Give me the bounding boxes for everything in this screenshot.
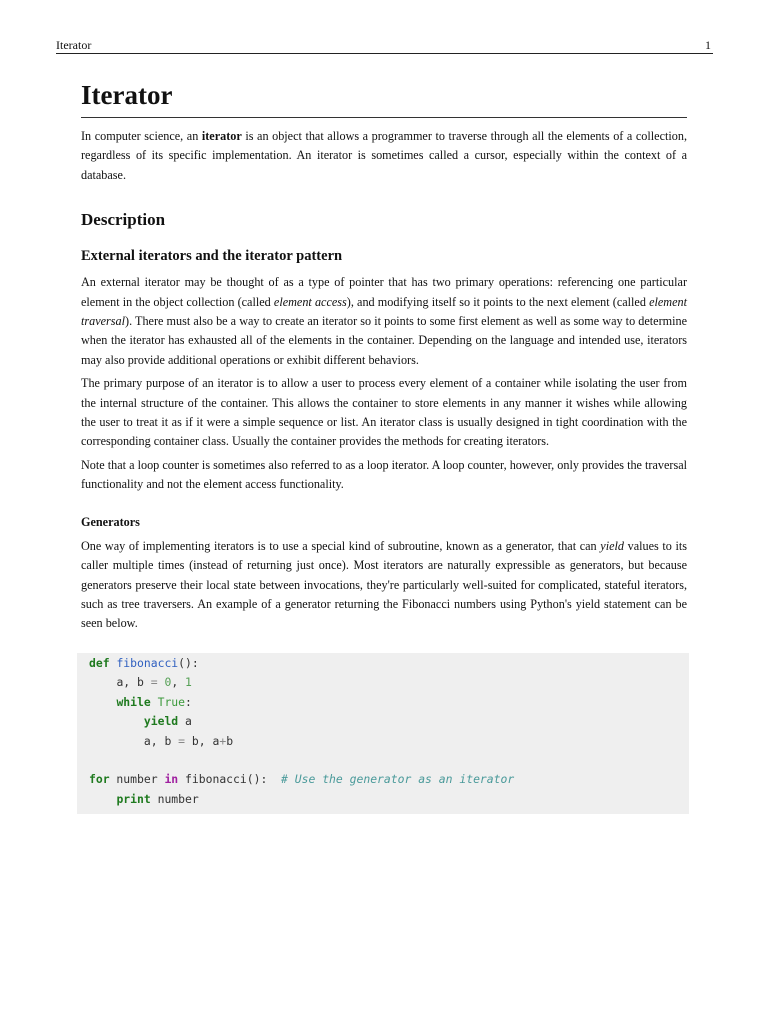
term-yield: yield	[600, 538, 624, 553]
text-run: ). There must also be a way to create an iterator so it points to some first element as well as some way to determine when the iterator has exhausted all of the elements in the container. Depending on the language and intended use, iterators may also provide additional operations or exhibit different behaviors.	[81, 314, 687, 367]
keyword-in: in	[164, 772, 179, 787]
code-token: ():	[178, 656, 199, 670]
code-token: number	[109, 772, 165, 787]
term-element-access: element access	[273, 294, 347, 309]
code-comment: # Use the generator as an iterator	[281, 772, 515, 787]
text-run: An external iterator may be thought of as a type of pointer that has two primary operations: referencing one particular element in the object collection (called	[81, 275, 687, 309]
running-header-title: Iterator	[56, 38, 92, 52]
subsection-heading-external-iterators: External iterators and the iterator pattern	[81, 248, 343, 265]
page-title: Iterator	[81, 76, 687, 118]
code-token: b	[226, 733, 234, 748]
text-run: values to its caller multiple times (instead of returning just once). Most iterators are naturally expressible as generators, but because generators preserve their local state between invocations, they're particularly well-suited for complicated, stateful iterators, such as tree traversers. An example of a generator returning the Fibonacci numbers using Python's yield statement can be seen below.	[81, 538, 687, 631]
code-token: fibonacci():	[178, 772, 282, 787]
keyword-yield: yield	[143, 714, 179, 729]
code-token: number	[150, 791, 199, 806]
number-literal: 0	[164, 675, 172, 690]
number-literal: 1	[185, 675, 192, 690]
code-listing	[77, 653, 689, 809]
code-token: a, b	[143, 733, 179, 748]
article-body	[81, 76, 687, 634]
code-token: :	[185, 694, 192, 709]
function-name: fibonacci	[116, 656, 179, 670]
running-header	[56, 37, 713, 54]
operator-assign: =	[150, 675, 158, 690]
term-element-traversal: element traversal	[81, 294, 687, 329]
intro-term: iterator	[201, 129, 242, 143]
section-heading-description: Description	[81, 210, 166, 230]
code-token: ,	[171, 675, 186, 690]
subsection-heading-generators: Generators	[81, 514, 140, 529]
intro-paragraph	[81, 127, 687, 185]
paragraph-external-3: Note that a loop counter is sometimes also referred to as a loop iterator. A loop counter, however, only provides the traversal functionality and not the element access functionality.	[81, 457, 687, 492]
keyword-for: for	[89, 772, 110, 787]
builtin-true: True	[157, 694, 186, 709]
paragraph-external-1	[81, 273, 687, 370]
intro-text-before: In computer science, an	[81, 129, 202, 143]
code-token: b, a	[185, 733, 220, 748]
code-token: a, b	[116, 675, 151, 690]
operator-assign: =	[178, 733, 186, 748]
keyword-while: while	[116, 694, 151, 709]
code-token: a	[178, 714, 192, 729]
page-number: 1	[705, 38, 711, 52]
code-block	[77, 653, 689, 814]
keyword-def: def	[89, 656, 110, 670]
operator-plus: +	[219, 733, 227, 748]
paragraph-external-2: The primary purpose of an iterator is to allow a user to process every element of a container while isolating the user from the internal structure of the container. This allows the container to store elements in any manner it wishes while allowing the user to treat it as if it were a simple sequence or list. An iterator class is usually designed in tight coordination with the corresponding container class. Usually the container provides the methods for creating iterators.	[81, 376, 687, 449]
text-run: ), and modifying itself so it points to the next element (called	[346, 294, 650, 309]
intro-text-after: is an object that allows a programmer to traverse through all the elements of a collection, regardless of its specific implementation. An iterator is sometimes called a cursor, especially within the context of a database.	[81, 129, 687, 182]
paragraph-generators	[81, 537, 687, 634]
text-run: One way of implementing iterators is to use a special kind of subroutine, known as a generator, that can	[81, 538, 601, 553]
keyword-print: print	[116, 791, 151, 806]
